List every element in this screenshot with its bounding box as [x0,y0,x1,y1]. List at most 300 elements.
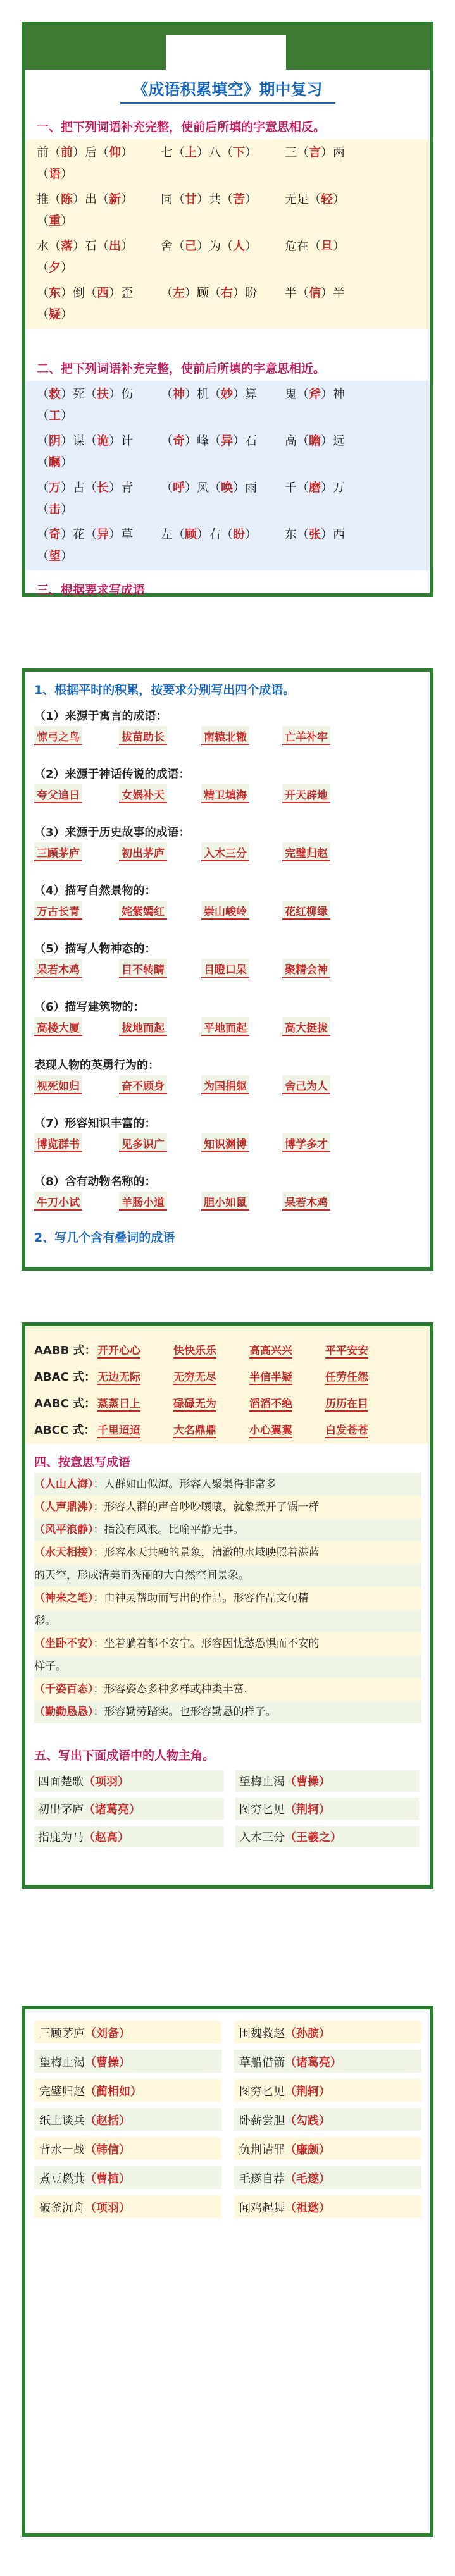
meaning-text: ：人群如山似海。形容人聚集得非常多 [93,1478,277,1491]
meaning-term: （风平浪静） [34,1524,94,1536]
hero-name: （荆轲） [285,1803,330,1816]
answer-char: 陈 [61,192,73,206]
pattern-example: 大名鼎鼎 [173,1421,216,1438]
hero-name: （蔺相如） [85,2085,142,2098]
pattern-example: 白发苍苍 [325,1421,368,1438]
header-banner [25,25,430,70]
fill-cell [161,237,257,254]
clue-text: ）半 [321,286,346,300]
pattern-example: 任劳任怨 [325,1368,368,1385]
fill-cell [37,190,133,207]
answer-char: 击 [49,502,61,516]
meaning-text: ：坐着躺着都不安宁。形容因忧愁恐惧而不安的 [93,1637,320,1650]
clue-text: ）歪 [109,286,134,300]
fill-cell [161,190,257,207]
hero-name: （荆轲） [285,2085,330,2098]
answer-char: 瞻 [309,434,321,448]
hero-list-item [234,2050,421,2073]
meaning-text: ：形容勤劳踏实。也形容勤恳的样子。 [93,1706,277,1718]
answer-char: 异 [221,434,234,448]
answer-char: 旦 [321,239,333,253]
fill-cell [161,385,257,402]
hero-name: （赵括） [85,2114,130,2128]
fill-cell-wrap [37,406,73,423]
answer-char: 唤 [221,481,234,495]
meaning-line [34,1541,421,1564]
fill-cell [37,525,133,542]
clue-text: ）花（ [61,527,97,541]
hero-name: （孙膑） [285,2027,330,2040]
fill-cell [285,237,345,254]
category-question: （6）描写建筑物的： [34,1001,145,1014]
category-question: （3）来源于历史故事的成语： [34,826,190,839]
idiom-answer: 羊肠小道 [119,1192,167,1211]
idiom-text: 望梅止渴 [39,2056,85,2069]
idiom-answer: 为国捐躯 [201,1075,249,1094]
clue-text: ） [245,145,258,159]
meaning-term: （千姿百态） [34,1683,94,1696]
clue-text: 同（ [161,192,185,206]
meaning-line [34,1587,421,1610]
idiom-answer: 平地而起 [201,1017,249,1036]
hero-list-item [234,2195,421,2218]
answer-char: 前 [61,145,73,159]
pattern-example: 碌碌无为 [173,1395,216,1412]
hero-name: （刘备） [85,2027,130,2040]
fill-cell-wrap [37,500,73,517]
clue-text: ） [333,239,346,253]
pattern-example: 小心翼翼 [249,1421,292,1438]
idiom-answer: 崇山峻岭 [201,901,249,920]
hero-pair [34,1826,224,1847]
idiom-answer: 初出茅庐 [119,842,167,861]
fill-cell [161,525,257,542]
idiom-answer: 牛刀小试 [34,1192,82,1211]
idiom-text: 四面楚歌 [38,1775,84,1789]
clue-text: （ [37,167,49,181]
fill-row [37,143,423,166]
clue-text: ）峰（ [185,434,221,448]
clue-text: ） [61,214,73,228]
idiom-answer: 视死如归 [34,1075,82,1094]
idiom-answer: 花红柳绿 [282,901,330,920]
clue-text: ）草 [109,527,134,541]
clue-text: ）青 [109,481,134,495]
category-question: （8）含有动物名称的： [34,1175,156,1188]
title-underline [120,102,335,104]
meaning-line [34,1632,421,1655]
idiom-answer: 博学多才 [282,1133,330,1152]
idiom-text: 完璧归赵 [39,2085,85,2098]
idiom-answer: 舍己为人 [282,1075,330,1094]
answer-char: 重 [49,214,61,228]
clue-text: ）两 [321,145,346,159]
idiom-text: 图穷匕见 [239,2085,285,2098]
pattern-label: AABB 式： [34,1344,96,1357]
pattern-example: 无边无际 [97,1368,140,1385]
clue-text: （ [161,286,173,300]
patterns-card [22,1322,433,1889]
idiom-text: 草船借箭 [239,2056,285,2069]
answer-char: 扶 [97,387,109,401]
clue-text: ）后（ [73,145,109,159]
hero-list-item [234,2079,421,2102]
answer-char: 甘 [185,192,197,206]
answer-char: 顾 [185,527,197,541]
clue-text: ）出（ [73,192,109,206]
answer-char: 工 [49,409,61,422]
answer-char: 语 [49,167,61,181]
fill-cell [161,431,257,448]
idiom-text: 纸上谈兵 [39,2114,85,2128]
hero-name: （曹操） [285,1775,330,1789]
meaning-text: 的天空，形成清美而秀丽的大自然空间景象。 [34,1569,249,1582]
clue-text: ）古（ [61,481,97,495]
clue-text: ） [61,502,73,516]
clue-text: （ [37,434,49,448]
pattern-example: 高高兴兴 [249,1341,292,1359]
meaning-text: ：形容姿态多种多样或种类丰富. [93,1683,247,1696]
clue-text: （ [37,387,49,401]
fill-cell [285,431,345,448]
fill-cell [285,283,345,300]
idiom-text: 毛遂自荐 [239,2172,285,2186]
clue-text: 左（ [161,527,185,541]
pattern-example: 无穷无尽 [173,1368,216,1385]
fill-cell-wrap [37,164,73,182]
categories-title: 1、根据平时的积累，按要求分别写出四个成语。 [34,683,296,697]
clue-text: 前（ [37,145,61,159]
answer-char: 新 [109,192,122,206]
clue-text: （ [37,502,49,516]
clue-text: ）八（ [197,145,234,159]
answer-char: 诡 [97,434,109,448]
clue-text: （ [161,434,173,448]
category-question: （2）来源于神话传说的成语： [34,768,190,781]
hero-list-item [34,2021,221,2043]
hero-list-item [234,2021,421,2043]
meaning-line [34,1519,421,1541]
idiom-answer: 高楼大厦 [34,1017,82,1036]
answer-char: 左 [173,286,185,300]
idiom-answer: 三顾茅庐 [34,842,82,861]
idiom-text: 背水一战 [39,2143,85,2157]
pattern-example: 开开心心 [97,1341,140,1359]
hero-name: （诸葛亮） [285,2056,342,2069]
idiom-answer: 目不转睛 [119,959,167,978]
hero-list-item [34,2079,221,2102]
hero-list-item [34,2050,221,2073]
pattern-example: 平平安安 [325,1341,368,1359]
clue-text: ）算 [233,387,258,401]
answer-char: 救 [49,387,61,401]
clue-text: （ [37,307,49,321]
clue-text: ）盼 [233,286,258,300]
section-title-opposite: 一、把下列词语补充完整，使前后所填的字意思相反。 [37,120,326,134]
clue-text: （ [161,481,173,495]
idiom-answer: 惊弓之鸟 [34,726,82,745]
idiom-categories-card [22,668,433,1271]
fill-row [37,431,423,454]
idiom-answer: 胆小如鼠 [201,1192,249,1211]
meaning-text: ：形容人群的声音吵吵嚷嚷，就象煮开了锅一样 [93,1501,320,1513]
clue-text: 高（ [285,434,309,448]
hero-list-item [34,2195,221,2218]
fill-cell [37,237,133,254]
meaning-line [34,1701,421,1723]
banner-tab [166,35,286,73]
fill-row [37,385,423,407]
answer-char: 出 [109,239,122,253]
clue-text: （ [37,409,49,422]
clue-text: ）石（ [73,239,109,253]
clue-text: （ [37,286,49,300]
hero-list-item [34,2137,221,2160]
meaning-term: （神来之笔） [34,1592,94,1605]
clue-text: ）计 [109,434,134,448]
answer-char: 上 [185,145,197,159]
pattern-label: ABAC 式： [34,1371,96,1384]
pattern-example: 千里迢迢 [97,1421,140,1438]
answer-char: 呼 [173,481,185,495]
idiom-answer: 奋不顾身 [119,1075,167,1094]
idiom-answer: 呆若木鸡 [282,1192,330,1211]
idiom-answer: 姹紫嫣红 [119,901,167,920]
fill-cell-wrap [37,546,73,564]
answer-char: 信 [309,286,321,300]
hero-title: 五、写出下面成语中的人物主角。 [34,1749,215,1763]
answer-char: 长 [97,481,109,495]
pattern-label: AABC 式： [34,1397,96,1410]
idiom-text: 入木三分 [239,1831,285,1844]
clue-text: ）为（ [197,239,234,253]
fill-row [37,190,423,213]
meaning-term: （坐卧不安） [34,1637,94,1650]
meaning-line [34,1655,421,1678]
hero-list-item [234,2108,421,2131]
hero-list-item [234,2166,421,2189]
meaning-line [34,1473,421,1496]
clue-text: 东（ [285,527,309,541]
idiom-text: 图穷匕见 [239,1803,285,1816]
idiom-answer: 高大挺拔 [282,1017,330,1036]
answer-char: 张 [309,527,321,541]
answer-char: 人 [233,239,246,253]
clue-text: ）伤 [109,387,134,401]
hero-name: （项羽） [85,2202,130,2215]
idiom-text: 卧薪尝胆 [239,2114,285,2128]
fill-cell-wrap [37,305,73,322]
meaning-term: （人声鼎沸） [34,1501,94,1513]
meaning-line [34,1564,421,1587]
section-title-similar: 二、把下列词语补充完整，使前后所填的字意思相近。 [37,362,326,376]
category-question: （5）描写人物神态的： [34,942,156,956]
answer-char: 望 [49,549,61,563]
category-question: 表现人物的英勇行为的： [34,1059,159,1072]
clue-text: ）远 [321,434,346,448]
idiom-text: 指鹿为马 [38,1831,84,1844]
clue-text: ）倒（ [61,286,97,300]
clue-text: ） [245,527,258,541]
category-question: （1）来源于寓言的成语： [34,710,168,723]
idiom-answer: 呆若木鸡 [34,959,82,978]
answer-char: 己 [185,239,197,253]
hero-name: （诸葛亮） [84,1803,140,1816]
answer-char: 异 [97,527,109,541]
idiom-text: 破釜沉舟 [39,2202,85,2215]
clue-text: ） [333,192,346,206]
idiom-answer: 女娲补天 [119,784,167,803]
fill-row [37,525,423,548]
clue-text: （ [37,481,49,495]
clue-text: ）顾（ [185,286,221,300]
fill-cell [37,283,133,300]
fill-cell [285,143,345,160]
clue-text: ）雨 [233,481,258,495]
fill-cell [161,143,257,160]
meaning-list [34,1473,421,1723]
clue-text: （ [37,214,49,228]
clue-text: ）死（ [61,387,97,401]
clue-text: 推（ [37,192,61,206]
idiom-answer: 开天辟地 [282,784,330,803]
idiom-answer: 万古长青 [34,901,82,920]
idiom-text: 负荆请罪 [239,2143,285,2157]
idiom-answer: 夸父追日 [34,784,82,803]
clue-text: ） [121,239,134,253]
hero-pair [235,1798,419,1820]
answer-char: 阴 [49,434,61,448]
clue-text: （ [37,549,49,563]
clue-text: 鬼（ [285,387,309,401]
idiom-answer: 知识渊博 [201,1133,249,1152]
fill-cell [285,190,345,207]
hero-name: （韩信） [85,2143,130,2157]
meaning-text: 彩。 [34,1615,56,1627]
idiom-answer: 亡羊补牢 [282,726,330,745]
answer-char: 右 [221,286,234,300]
hero-list-item [34,2108,221,2131]
pattern-example: 蒸蒸日上 [97,1395,140,1412]
answer-char: 仰 [109,145,122,159]
meaning-text: ：形容水天共融的景象，清澈的水域映照着湛蓝 [93,1546,320,1559]
clue-text: 七（ [161,145,185,159]
fill-cell [37,143,133,160]
fill-cell-wrap [37,211,73,228]
answer-char: 东 [49,286,61,300]
hero-name: （祖逖） [285,2202,330,2215]
clue-text: ）机（ [185,387,221,401]
hero-list-card [22,2006,433,2537]
idiom-answer: 见多识广 [119,1133,167,1152]
clue-text: ） [61,549,73,563]
hero-list-item [234,2137,421,2160]
hero-name: （曹操） [85,2056,130,2069]
pattern-label: ABCC 式： [34,1424,96,1437]
answer-char: 瞩 [49,455,61,469]
category-question: （4）描写自然景物的： [34,884,156,897]
clue-text: ）万 [321,481,346,495]
idiom-answer: 拔苗助长 [119,726,167,745]
hero-name: （廉颇） [285,2143,330,2157]
page-title: 《成语积累填空》期中复习 [132,80,323,99]
idiom-answer: 精卫填海 [201,784,249,803]
clue-text: ）神 [321,387,346,401]
category-question: （7）形容知识丰富的： [34,1117,156,1130]
answer-char: 斧 [309,387,321,401]
meaning-line [34,1610,421,1632]
hero-name: （毛遂） [285,2172,330,2186]
fill-cell-wrap [37,453,73,470]
fill-row [37,283,423,306]
clue-text: 危在（ [285,239,321,253]
fill-cell [285,385,345,402]
clue-text: ）右（ [197,527,234,541]
answer-char: 夕 [49,261,61,274]
hero-name: （曹植） [85,2172,130,2186]
answer-char: 苦 [233,192,246,206]
pattern-example: 快快乐乐 [173,1341,216,1359]
clue-text: （ [37,261,49,274]
fill-cell [285,478,345,495]
idiom-text: 围魏救赵 [239,2027,285,2040]
clue-text: ）共（ [197,192,234,206]
idiom-text: 初出茅庐 [38,1803,84,1816]
fill-cell [37,431,133,448]
clue-text: ） [245,192,258,206]
idiom-text: 望梅止渴 [239,1775,285,1789]
fill-row [37,478,423,501]
idiom-text: 煮豆燃萁 [39,2172,85,2186]
idiom-answer: 南辕北辙 [201,726,249,745]
fill-blank-card [22,22,433,597]
hero-list-item [34,2166,221,2189]
meaning-text: ：由神灵帮助而写出的作品。形容作品文句精 [93,1592,309,1605]
pattern-example: 滔滔不绝 [249,1395,292,1412]
fill-row [37,237,423,259]
hero-pair [235,1826,419,1847]
fill-cell-wrap [37,258,73,275]
meaning-line [34,1496,421,1519]
meaning-text: ：指没有风浪。比喻平静无事。 [93,1524,244,1536]
banner-mark-icon: ❯ [284,39,299,60]
answer-char: 万 [49,481,61,495]
clue-text: ） [61,261,73,274]
clue-text: ） [61,307,73,321]
hero-pair [34,1770,224,1792]
hero-pair [235,1770,419,1792]
pattern-example: 半信半疑 [249,1368,292,1385]
fill-cell [161,283,257,300]
hero-name: （王羲之） [285,1831,342,1844]
clue-text: 半（ [285,286,309,300]
meaning-text: 样子。 [34,1660,66,1673]
clue-text: （ [37,527,49,541]
clue-text: ） [121,192,134,206]
answer-char: 轻 [321,192,333,206]
fill-cell [285,525,345,542]
answer-char: 磨 [309,481,321,495]
clue-text: 无足（ [285,192,321,206]
answer-char: 奇 [49,527,61,541]
clue-text: ） [61,455,73,469]
clue-text: ）石 [233,434,258,448]
meaning-title: 四、按意思写成语 [34,1455,131,1469]
idiom-text: 闻鸡起舞 [239,2202,285,2215]
fill-cell [161,478,257,495]
hero-name: （项羽） [84,1775,129,1789]
section-title-write: 三、根据要求写成语 [37,583,146,597]
